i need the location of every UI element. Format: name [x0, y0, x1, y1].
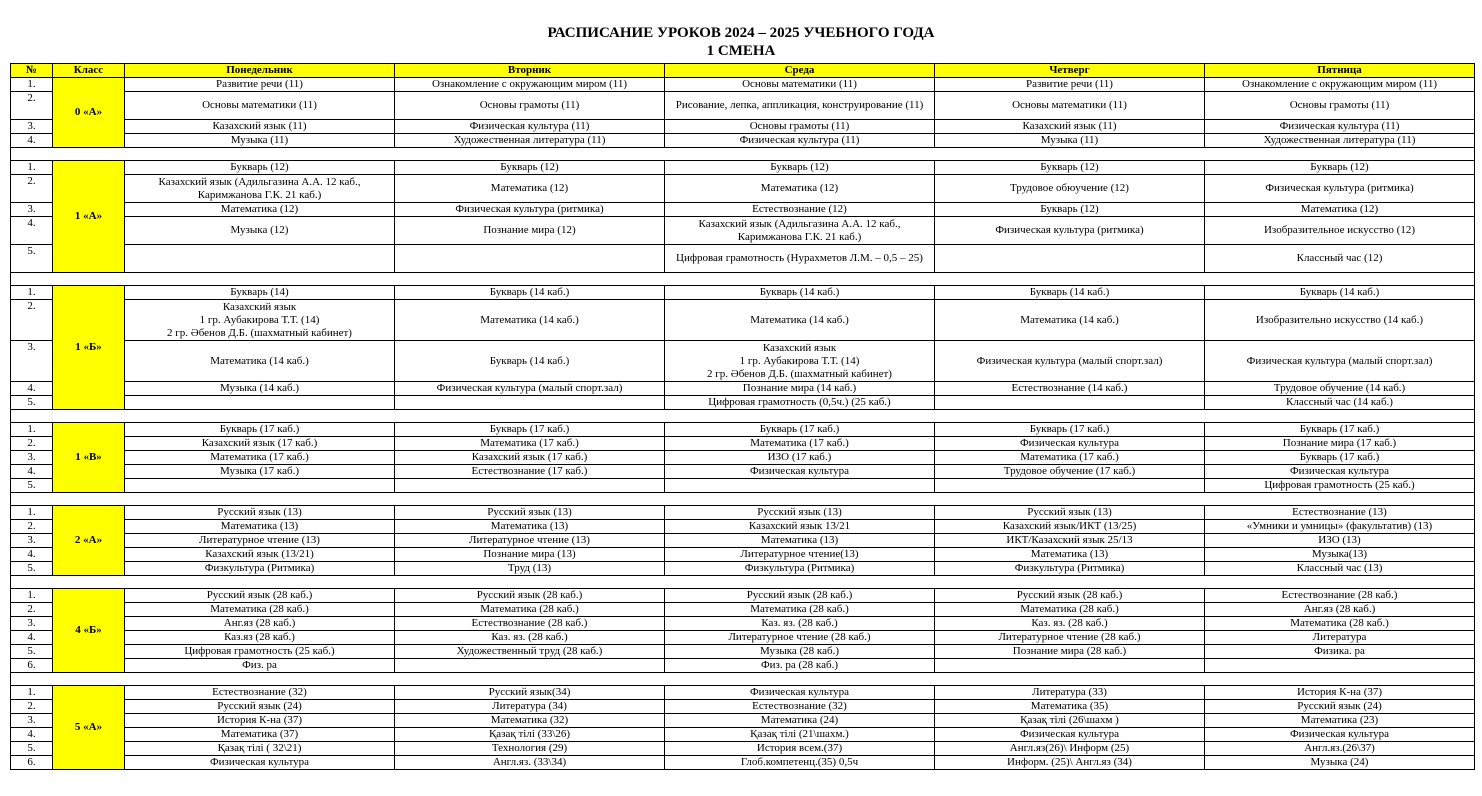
lesson-thursday: Музыка (11): [935, 134, 1205, 148]
lesson-wednesday: Қазақ тілі (21\шахм.): [665, 728, 935, 742]
lesson-row: [11, 645, 1475, 659]
lesson-monday: Физкультура (Ритмика): [125, 562, 395, 576]
lesson-row: [11, 78, 1475, 92]
lesson-monday: Музыка (12): [125, 217, 395, 245]
lesson-monday: Основы математики (11): [125, 92, 395, 120]
lesson-friday: Классный час (14 каб.): [1205, 396, 1475, 410]
lesson-thursday: Англ.яз(26)\ Информ (25): [935, 742, 1205, 756]
lesson-friday: Англ.яз.(26\37): [1205, 742, 1475, 756]
lesson-row: [11, 589, 1475, 603]
lesson-row: [11, 286, 1475, 300]
lesson-number: 2.: [11, 437, 53, 451]
separator-row: [11, 410, 1475, 423]
lesson-monday: Букварь (14): [125, 286, 395, 300]
lesson-number: 3.: [11, 341, 53, 382]
lesson-friday: Физическая культура (малый спорт.зал): [1205, 341, 1475, 382]
lesson-number: 6.: [11, 659, 53, 673]
title-line-1: РАСПИСАНИЕ УРОКОВ 2024 – 2025 УЧЕБНОГО ГОДА: [547, 25, 935, 41]
lesson-thursday: Литература (33): [935, 686, 1205, 700]
lesson-wednesday: Казахский язык (Адильгазина А.А. 12 каб., Каримжанова Г.К. 21 каб.): [665, 217, 935, 245]
lesson-wednesday: История всем.(37): [665, 742, 935, 756]
lesson-wednesday: Математика (12): [665, 175, 935, 203]
lesson-wednesday: Литературное чтение (28 каб.): [665, 631, 935, 645]
lesson-monday: Букварь (17 каб.): [125, 423, 395, 437]
lesson-number: 4.: [11, 631, 53, 645]
lesson-thursday: Қазақ тілі (26\шахм ): [935, 714, 1205, 728]
lesson-friday: Трудовое обучение (14 каб.): [1205, 382, 1475, 396]
lesson-friday: Математика (12): [1205, 203, 1475, 217]
lesson-thursday: Букварь (12): [935, 161, 1205, 175]
lesson-row: [11, 617, 1475, 631]
lesson-monday: Русский язык (24): [125, 700, 395, 714]
lesson-number: 5.: [11, 396, 53, 410]
lesson-row: [11, 603, 1475, 617]
lesson-row: [11, 341, 1475, 382]
lesson-monday: Музыка (11): [125, 134, 395, 148]
lesson-thursday: [935, 659, 1205, 673]
class-name: 0 «А»: [53, 78, 125, 148]
lesson-wednesday: Основы математики (11): [665, 78, 935, 92]
lesson-thursday: [935, 396, 1205, 410]
separator-cell: [11, 148, 1475, 161]
lesson-wednesday: Физическая культура (11): [665, 134, 935, 148]
lesson-thursday: Математика (35): [935, 700, 1205, 714]
lesson-wednesday: Физическая культура: [665, 686, 935, 700]
lesson-monday: Математика (14 каб.): [125, 341, 395, 382]
lesson-wednesday: Познание мира (14 каб.): [665, 382, 935, 396]
lesson-row: [11, 161, 1475, 175]
header-class: Класс: [53, 64, 125, 78]
lesson-wednesday: Основы грамоты (11): [665, 120, 935, 134]
lesson-row: [11, 175, 1475, 203]
lesson-monday: Казахский язык (11): [125, 120, 395, 134]
lesson-number: 3.: [11, 451, 53, 465]
lesson-friday: Цифровая грамотность (25 каб.): [1205, 479, 1475, 493]
lesson-row: [11, 92, 1475, 120]
lesson-tuesday: Познание мира (12): [395, 217, 665, 245]
lesson-wednesday: Математика (14 каб.): [665, 300, 935, 341]
lesson-row: [11, 562, 1475, 576]
lesson-friday: Физическая культура (ритмика): [1205, 175, 1475, 203]
lesson-thursday: Информ. (25)\ Англ.яз (34): [935, 756, 1205, 770]
lesson-row: [11, 437, 1475, 451]
lesson-wednesday: [665, 479, 935, 493]
lesson-tuesday: [395, 659, 665, 673]
lesson-thursday: Каз. яз. (28 каб.): [935, 617, 1205, 631]
lesson-row: [11, 465, 1475, 479]
lesson-thursday: Казахский язык/ИКТ (13/25): [935, 520, 1205, 534]
lesson-thursday: Казахский язык (11): [935, 120, 1205, 134]
lesson-wednesday: Естествознание (12): [665, 203, 935, 217]
lesson-wednesday: Цифровая грамотность (0,5ч.) (25 каб.): [665, 396, 935, 410]
lesson-wednesday: Математика (13): [665, 534, 935, 548]
lesson-wednesday: Русский язык (13): [665, 506, 935, 520]
lesson-wednesday: ИЗО (17 каб.): [665, 451, 935, 465]
lesson-friday: Математика (28 каб.): [1205, 617, 1475, 631]
separator-cell: [11, 410, 1475, 423]
lesson-monday: Букварь (12): [125, 161, 395, 175]
lesson-number: 5.: [11, 742, 53, 756]
lesson-thursday: Естествознание (14 каб.): [935, 382, 1205, 396]
lesson-friday: Естествознание (13): [1205, 506, 1475, 520]
lesson-thursday: Трудовое обучение (17 каб.): [935, 465, 1205, 479]
lesson-wednesday: Музыка (28 каб.): [665, 645, 935, 659]
lesson-thursday: Математика (14 каб.): [935, 300, 1205, 341]
lesson-wednesday: Математика (17 каб.): [665, 437, 935, 451]
lesson-number: 4.: [11, 217, 53, 245]
lesson-friday: ИЗО (13): [1205, 534, 1475, 548]
lesson-thursday: Математика (13): [935, 548, 1205, 562]
lesson-monday: Русский язык (28 каб.): [125, 589, 395, 603]
lesson-wednesday: Математика (24): [665, 714, 935, 728]
lesson-wednesday: Математика (28 каб.): [665, 603, 935, 617]
lesson-friday: Физическая культура: [1205, 728, 1475, 742]
lesson-wednesday: Естествознание (32): [665, 700, 935, 714]
lesson-wednesday: Казахский язык 13/21: [665, 520, 935, 534]
lesson-wednesday: Глоб.компетенц.(35) 0,5ч: [665, 756, 935, 770]
lesson-wednesday: Физическая культура: [665, 465, 935, 479]
lesson-wednesday: Физ. ра (28 каб.): [665, 659, 935, 673]
lesson-monday: Казахский язык (Адильгазина А.А. 12 каб., Каримжанова Г.К. 21 каб.): [125, 175, 395, 203]
lesson-tuesday: Естествознание (17 каб.): [395, 465, 665, 479]
lesson-monday: Анг.яз (28 каб.): [125, 617, 395, 631]
lesson-row: [11, 382, 1475, 396]
lesson-monday: [125, 396, 395, 410]
lesson-number: 4.: [11, 465, 53, 479]
lesson-wednesday: Физкультура (Ритмика): [665, 562, 935, 576]
lesson-tuesday: Труд (13): [395, 562, 665, 576]
lesson-monday: История К-на (37): [125, 714, 395, 728]
lesson-tuesday: Математика (12): [395, 175, 665, 203]
lesson-tuesday: Казахский язык (17 каб.): [395, 451, 665, 465]
lesson-thursday: Букварь (14 каб.): [935, 286, 1205, 300]
lesson-friday: Музыка (24): [1205, 756, 1475, 770]
lesson-tuesday: Ознакомление с окружающим миром (11): [395, 78, 665, 92]
lesson-tuesday: [395, 479, 665, 493]
header-tuesday: Вторник: [395, 64, 665, 78]
header-thursday: Четверг: [935, 64, 1205, 78]
class-name: 2 «А»: [53, 506, 125, 576]
lesson-number: 5.: [11, 645, 53, 659]
lesson-monday: Музыка (17 каб.): [125, 465, 395, 479]
lesson-row: [11, 203, 1475, 217]
lesson-thursday: Русский язык (28 каб.): [935, 589, 1205, 603]
lesson-thursday: Физкультура (Ритмика): [935, 562, 1205, 576]
lesson-monday: Физ. ра: [125, 659, 395, 673]
lesson-row: [11, 520, 1475, 534]
lesson-friday: Математика (23): [1205, 714, 1475, 728]
lesson-tuesday: Естествознание (28 каб.): [395, 617, 665, 631]
lesson-thursday: Физическая культура (ритмика): [935, 217, 1205, 245]
lesson-number: 3.: [11, 534, 53, 548]
lesson-friday: Ознакомление с окружающим миром (11): [1205, 78, 1475, 92]
lesson-number: 2.: [11, 603, 53, 617]
page-title: [0, 24, 1482, 60]
schedule-body: [11, 78, 1475, 770]
separator-row: [11, 148, 1475, 161]
lesson-number: 1.: [11, 161, 53, 175]
lesson-friday: Букварь (14 каб.): [1205, 286, 1475, 300]
lesson-row: [11, 756, 1475, 770]
lesson-monday: Цифровая грамотность (25 каб.): [125, 645, 395, 659]
class-name: 4 «Б»: [53, 589, 125, 673]
lesson-wednesday: Литературное чтение(13): [665, 548, 935, 562]
lesson-monday: Музыка (14 каб.): [125, 382, 395, 396]
lesson-tuesday: Познание мира (13): [395, 548, 665, 562]
class-name: 1 «А»: [53, 161, 125, 273]
lesson-tuesday: Технология (29): [395, 742, 665, 756]
class-name: 1 «В»: [53, 423, 125, 493]
lesson-number: 2.: [11, 92, 53, 120]
lesson-tuesday: Каз. яз. (28 каб.): [395, 631, 665, 645]
lesson-tuesday: Основы грамоты (11): [395, 92, 665, 120]
lesson-tuesday: Русский язык(34): [395, 686, 665, 700]
lesson-friday: Классный час (13): [1205, 562, 1475, 576]
separator-cell: [11, 576, 1475, 589]
lesson-number: 2.: [11, 700, 53, 714]
lesson-thursday: Физическая культура: [935, 728, 1205, 742]
lesson-tuesday: Англ.яз. (33\34): [395, 756, 665, 770]
lesson-number: 3.: [11, 617, 53, 631]
lesson-tuesday: Букварь (14 каб.): [395, 286, 665, 300]
lesson-monday: [125, 479, 395, 493]
lesson-tuesday: Букварь (14 каб.): [395, 341, 665, 382]
lesson-thursday: Литературное чтение (28 каб.): [935, 631, 1205, 645]
lesson-number: 2.: [11, 520, 53, 534]
lesson-friday: Физическая культура: [1205, 465, 1475, 479]
lesson-tuesday: Букварь (12): [395, 161, 665, 175]
lesson-row: [11, 700, 1475, 714]
lesson-monday: Казахский язык 1 гр. Аубакирова Т.Т. (14) 2 гр. Әбенов Д.Б. (шахматный кабинет): [125, 300, 395, 341]
class-name: 5 «А»: [53, 686, 125, 770]
lesson-thursday: Русский язык (13): [935, 506, 1205, 520]
lesson-monday: Математика (13): [125, 520, 395, 534]
lesson-tuesday: Русский язык (13): [395, 506, 665, 520]
lesson-tuesday: Математика (14 каб.): [395, 300, 665, 341]
lesson-friday: Физическая культура (11): [1205, 120, 1475, 134]
header-monday: Понедельник: [125, 64, 395, 78]
separator-cell: [11, 673, 1475, 686]
lesson-row: [11, 479, 1475, 493]
lesson-monday: Русский язык (13): [125, 506, 395, 520]
lesson-friday: Букварь (12): [1205, 161, 1475, 175]
lesson-friday: Изобразительное искусство (12): [1205, 217, 1475, 245]
lesson-friday: Естествознание (28 каб.): [1205, 589, 1475, 603]
lesson-row: [11, 728, 1475, 742]
lesson-thursday: Основы математики (11): [935, 92, 1205, 120]
lesson-thursday: [935, 245, 1205, 273]
lesson-row: [11, 217, 1475, 245]
lesson-friday: Музыка(13): [1205, 548, 1475, 562]
lesson-number: 3.: [11, 203, 53, 217]
lesson-monday: Развитие речи (11): [125, 78, 395, 92]
lesson-number: 4.: [11, 134, 53, 148]
lesson-row: [11, 534, 1475, 548]
lesson-friday: Литература: [1205, 631, 1475, 645]
lesson-friday: Классный час (12): [1205, 245, 1475, 273]
lesson-tuesday: Физическая культура (ритмика): [395, 203, 665, 217]
lesson-thursday: Математика (28 каб.): [935, 603, 1205, 617]
lesson-thursday: [935, 479, 1205, 493]
separator-cell: [11, 273, 1475, 286]
lesson-thursday: ИКТ/Казахский язык 25/13: [935, 534, 1205, 548]
lesson-number: 4.: [11, 382, 53, 396]
lesson-wednesday: Рисование, лепка, аппликация, конструирование (11): [665, 92, 935, 120]
lesson-row: [11, 423, 1475, 437]
lesson-monday: Естествознание (32): [125, 686, 395, 700]
lesson-friday: Русский язык (24): [1205, 700, 1475, 714]
lesson-number: 5.: [11, 479, 53, 493]
lesson-row: [11, 120, 1475, 134]
lesson-row: [11, 742, 1475, 756]
lesson-number: 4.: [11, 728, 53, 742]
schedule-table: [10, 63, 1475, 770]
separator-row: [11, 273, 1475, 286]
lesson-row: [11, 631, 1475, 645]
lesson-friday: Анг.яз (28 каб.): [1205, 603, 1475, 617]
lesson-tuesday: Литература (34): [395, 700, 665, 714]
lesson-wednesday: Букварь (17 каб.): [665, 423, 935, 437]
lesson-friday: Физика. ра: [1205, 645, 1475, 659]
lesson-row: [11, 686, 1475, 700]
lesson-wednesday: Казахский язык 1 гр. Аубакирова Т.Т. (14) 2 гр. Әбенов Д.Б. (шахматный кабинет): [665, 341, 935, 382]
title-line-2: 1 СМЕНА: [706, 43, 776, 59]
header-row: [11, 64, 1475, 78]
lesson-tuesday: Математика (17 каб.): [395, 437, 665, 451]
lesson-row: [11, 396, 1475, 410]
lesson-row: [11, 548, 1475, 562]
lesson-tuesday: Физическая культура (11): [395, 120, 665, 134]
lesson-friday: Художественная литература (11): [1205, 134, 1475, 148]
header-friday: Пятница: [1205, 64, 1475, 78]
separator-row: [11, 673, 1475, 686]
lesson-number: 1.: [11, 686, 53, 700]
separator-row: [11, 493, 1475, 506]
lesson-monday: Физическая культура: [125, 756, 395, 770]
lesson-number: 2.: [11, 300, 53, 341]
lesson-number: 5.: [11, 245, 53, 273]
lesson-friday: [1205, 659, 1475, 673]
lesson-row: [11, 134, 1475, 148]
lesson-monday: Казахский язык (13/21): [125, 548, 395, 562]
lesson-friday: Познание мира (17 каб.): [1205, 437, 1475, 451]
lesson-tuesday: Букварь (17 каб.): [395, 423, 665, 437]
lesson-wednesday: Русский язык (28 каб.): [665, 589, 935, 603]
lesson-tuesday: Қазақ тілі (33\26): [395, 728, 665, 742]
lesson-friday: Букварь (17 каб.): [1205, 423, 1475, 437]
lesson-number: 1.: [11, 78, 53, 92]
lesson-number: 1.: [11, 286, 53, 300]
lesson-monday: Математика (12): [125, 203, 395, 217]
header-wednesday: Среда: [665, 64, 935, 78]
lesson-row: [11, 300, 1475, 341]
lesson-thursday: Математика (17 каб.): [935, 451, 1205, 465]
lesson-tuesday: [395, 396, 665, 410]
lesson-tuesday: Математика (13): [395, 520, 665, 534]
lesson-number: 1.: [11, 589, 53, 603]
separator-row: [11, 576, 1475, 589]
lesson-thursday: Букварь (12): [935, 203, 1205, 217]
lesson-thursday: Физическая культура: [935, 437, 1205, 451]
lesson-number: 1.: [11, 423, 53, 437]
lesson-monday: Литературное чтение (13): [125, 534, 395, 548]
lesson-row: [11, 714, 1475, 728]
lesson-monday: Математика (17 каб.): [125, 451, 395, 465]
lesson-tuesday: Математика (32): [395, 714, 665, 728]
lesson-wednesday: Цифровая грамотность (Нурахметов Л.М. – 0,5 – 25): [665, 245, 935, 273]
lesson-tuesday: Математика (28 каб.): [395, 603, 665, 617]
separator-cell: [11, 493, 1475, 506]
lesson-friday: Букварь (17 каб.): [1205, 451, 1475, 465]
lesson-thursday: Развитие речи (11): [935, 78, 1205, 92]
lesson-tuesday: Литературное чтение (13): [395, 534, 665, 548]
lesson-thursday: Трудовое обюучение (12): [935, 175, 1205, 203]
lesson-monday: Каз.яз (28 каб.): [125, 631, 395, 645]
lesson-number: 3.: [11, 120, 53, 134]
lesson-friday: «Умники и умницы» (факультатив) (13): [1205, 520, 1475, 534]
lesson-monday: Қазақ тілі ( 32\21): [125, 742, 395, 756]
lesson-number: 1.: [11, 506, 53, 520]
lesson-friday: Изобразительно искусство (14 каб.): [1205, 300, 1475, 341]
lesson-thursday: Физическая культура (малый спорт.зал): [935, 341, 1205, 382]
lesson-tuesday: Русский язык (28 каб.): [395, 589, 665, 603]
lesson-tuesday: [395, 245, 665, 273]
lesson-number: 6.: [11, 756, 53, 770]
lesson-tuesday: Физическая культура (малый спорт.зал): [395, 382, 665, 396]
lesson-thursday: Букварь (17 каб.): [935, 423, 1205, 437]
lesson-monday: Математика (28 каб.): [125, 603, 395, 617]
lesson-thursday: Познание мира (28 каб.): [935, 645, 1205, 659]
lesson-friday: Основы грамоты (11): [1205, 92, 1475, 120]
lesson-tuesday: Художественная литература (11): [395, 134, 665, 148]
lesson-row: [11, 245, 1475, 273]
lesson-tuesday: Художественный труд (28 каб.): [395, 645, 665, 659]
lesson-wednesday: Каз. яз. (28 каб.): [665, 617, 935, 631]
lesson-wednesday: Букварь (14 каб.): [665, 286, 935, 300]
lesson-friday: История К-на (37): [1205, 686, 1475, 700]
lesson-monday: Математика (37): [125, 728, 395, 742]
lesson-row: [11, 451, 1475, 465]
lesson-number: 2.: [11, 175, 53, 203]
lesson-number: 5.: [11, 562, 53, 576]
lesson-row: [11, 659, 1475, 673]
header-number: №: [11, 64, 53, 78]
lesson-row: [11, 506, 1475, 520]
lesson-monday: [125, 245, 395, 273]
lesson-wednesday: Букварь (12): [665, 161, 935, 175]
class-name: 1 «Б»: [53, 286, 125, 410]
lesson-monday: Казахский язык (17 каб.): [125, 437, 395, 451]
lesson-number: 3.: [11, 714, 53, 728]
lesson-number: 4.: [11, 548, 53, 562]
